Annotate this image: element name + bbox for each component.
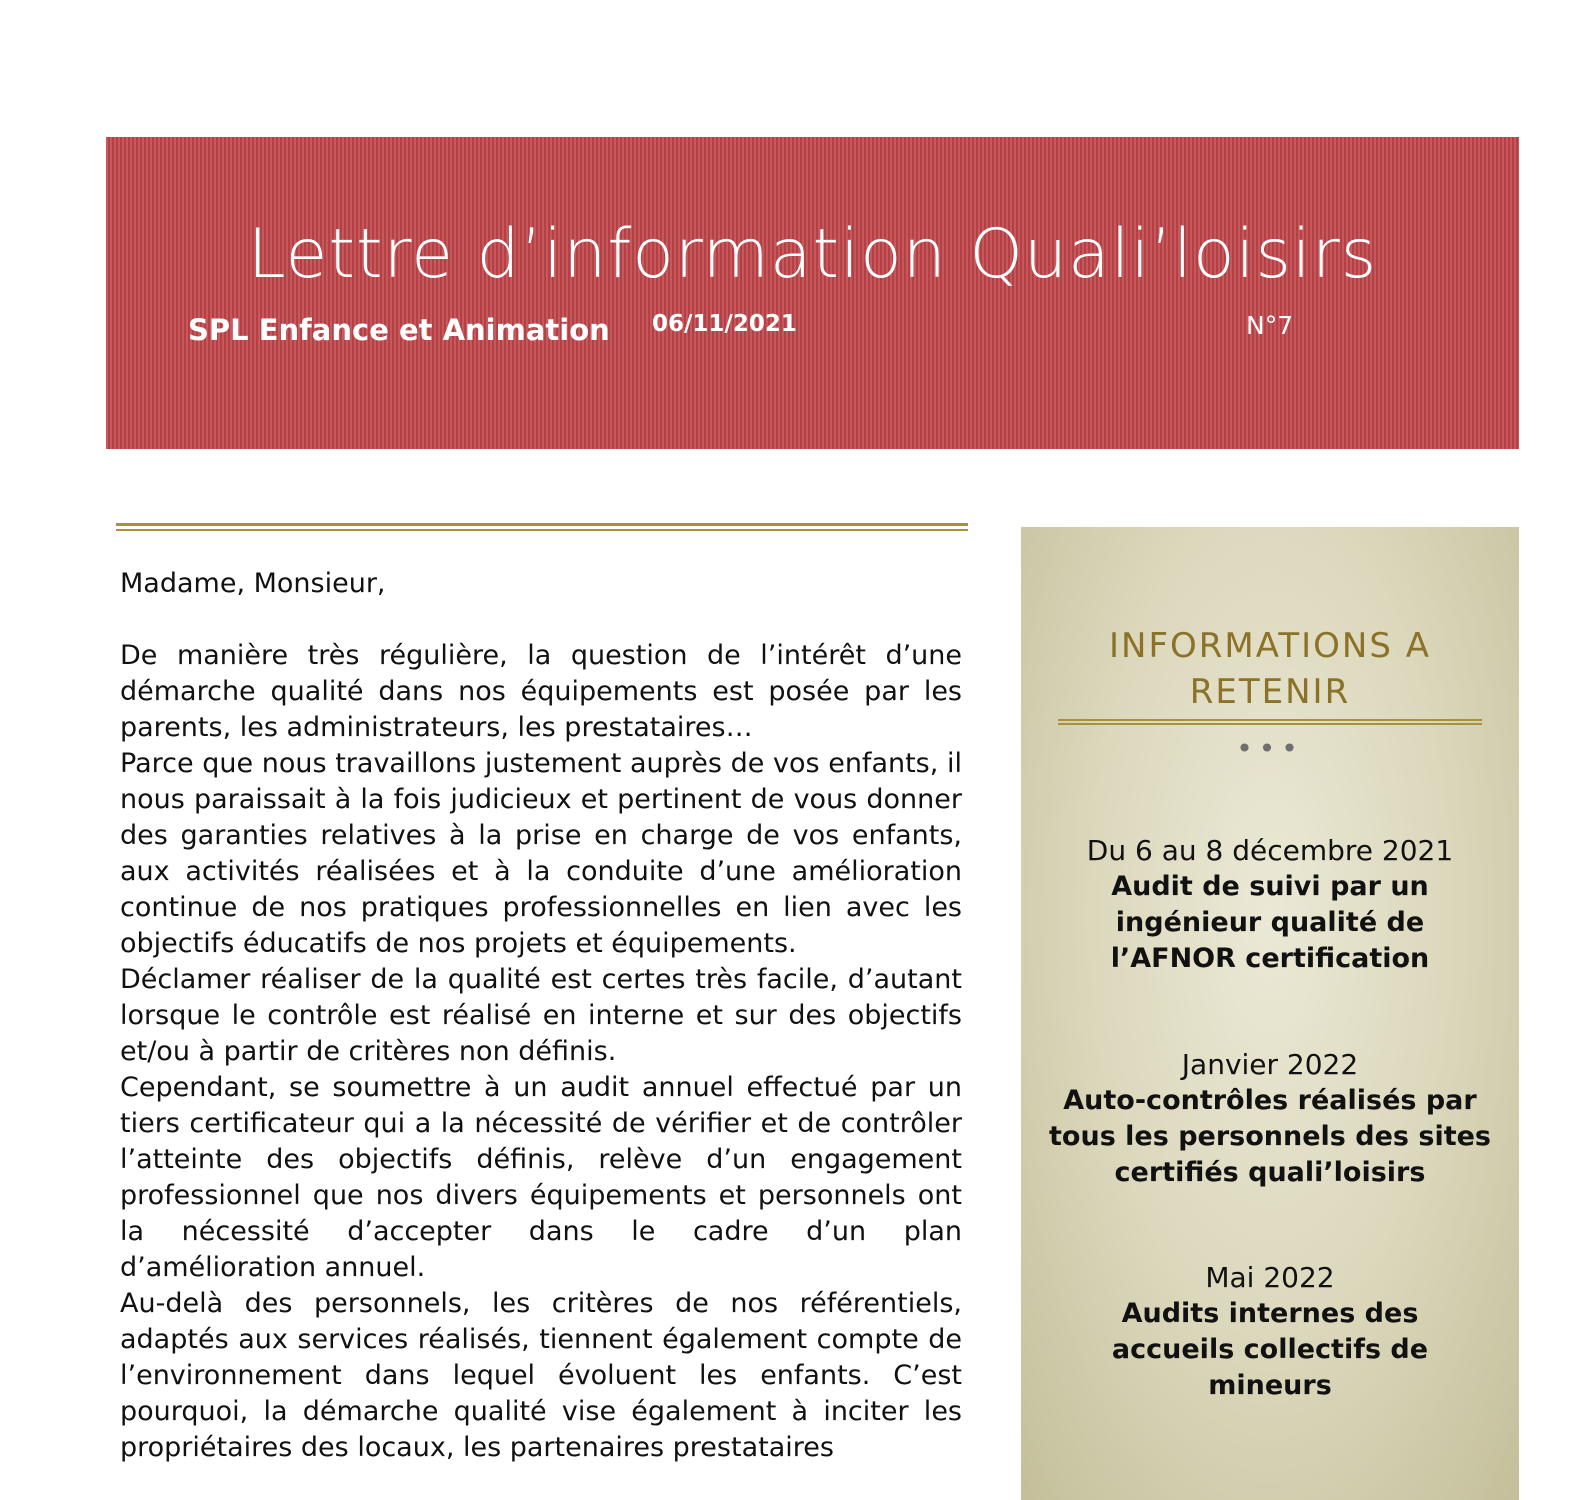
event-title: Auto-contrôles réalisés par tous les personnels des sites certifiés quali’loisirs	[1049, 1085, 1491, 1188]
event-title: Audit de suivi par un ingénieur qualité de l’AFNOR certification	[1110, 871, 1430, 974]
paragraph: Au-delà des personnels, les critères de nos référentiels, adaptés aux services réalisés, tiennent également compte de l’environnement dans lequel évoluent les enfants. C’est pourquoi, la démarche qualité vise également à inciter les propriétaires des locaux, les partenaires prestataires	[120, 1288, 962, 1463]
header-banner	[106, 137, 1519, 449]
organization-name: SPL Enfance et Animation	[188, 313, 610, 347]
greeting: Madame, Monsieur,	[120, 568, 386, 599]
paragraph: Déclamer réaliser de la qualité est certes très facile, d’autant lorsque le contrôle est réalisé en interne et sur des objectifs et/ou à partir de critères non définis.	[120, 964, 962, 1067]
event-item	[1041, 833, 1499, 977]
newsletter-title: Lettre d’information Quali’loisirs	[247, 215, 1378, 294]
event-item	[1041, 1047, 1499, 1191]
event-item	[1041, 1260, 1499, 1404]
sidebar-divider	[1058, 719, 1482, 725]
sidebar-title: INFORMATIONS A RETENIR	[1109, 626, 1431, 712]
event-date: Du 6 au 8 décembre 2021	[1086, 834, 1454, 867]
paragraph: Parce que nous travaillons justement auprès de vos enfants, il nous paraissait à la fois judicieux et pertinent de vous donner des garanties relatives à la prise en charge de vos enfants, aux activités réalisées et à la conduite d’une amélioration continue de nos pratiques professionnelles en lien avec les objectifs éducatifs de nos projets et équipements.	[120, 748, 962, 959]
event-title: Audits internes des accueils collectifs de mineurs	[1111, 1298, 1429, 1401]
key-info-sidebar	[1021, 527, 1519, 1500]
dots-ornament: •••	[1236, 732, 1304, 765]
issue-date: 06/11/2021	[652, 311, 797, 337]
paragraph: Cependant, se soumettre à un audit annuel effectué par un tiers certificateur qui a la nécessité de vérifier et de contrôler l’atteinte des objectifs définis, relève d’un engagement professionnel que nos divers équipements et personnels ont la nécessité d’accepter dans le cadre d’un plan d’amélioration annuel.	[120, 1072, 962, 1283]
letter-body	[120, 566, 962, 1466]
event-date: Mai 2022	[1205, 1261, 1335, 1294]
paragraph: De manière très régulière, la question de l’intérêt d’une démarche qualité dans nos équipements est posée par les parents, les administrateurs, les prestataires…	[120, 640, 962, 743]
section-divider	[116, 523, 968, 531]
event-date: Janvier 2022	[1181, 1048, 1359, 1081]
issue-number: N°7	[1246, 311, 1294, 340]
